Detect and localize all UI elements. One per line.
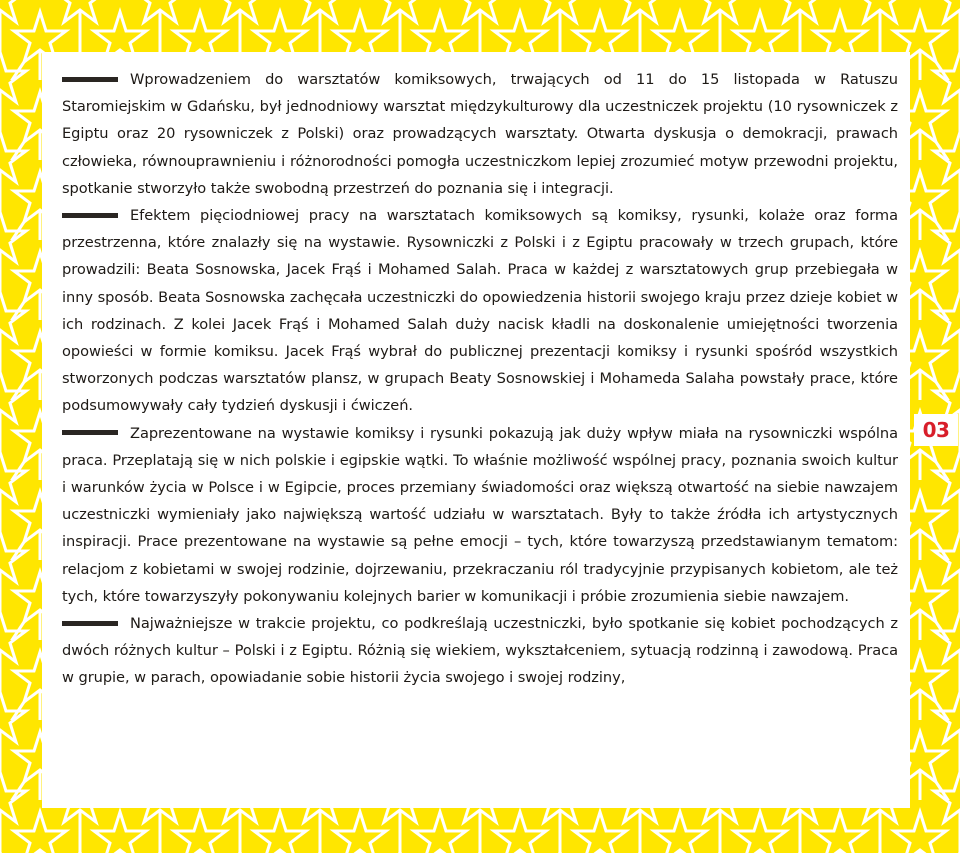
paragraph-text: Wprowadzeniem do warsztatów komiksowych, trwających od 11 do 15 listopada w Ratuszu Staromiejskim w Gdańsku, był jednodniowy warsztat międzykulturowy dla uczestniczek projektu (10 rysowniczek z Egiptu oraz 20 rysowniczek z Polski) oraz prowadzących warsztaty. Otwarta dyskusja o demokracji, prawach człowieka, równouprawnieniu i różnorodności pomogła uczestniczkom lepiej zrozumieć motyw przewodni projektu, spotkanie stworzyło także swobodną przestrzeń do poznania się i integracji.: [62, 71, 898, 197]
paragraph-1: [62, 66, 898, 202]
page-number: 03: [914, 414, 958, 446]
paragraph-text: Efektem pięciodniowej pracy na warsztatach komiksowych są komiksy, rysunki, kolaże oraz forma przestrzenna, które znalazły się na wystawie. Rysowniczki z Polski i z Egiptu pracowały w trzech grupach, które prowadzili: Beata Sosnowska, Jacek Frąś i Mohamed Salah. Praca w każdej z warsztatowych grup przebiegała w inny sposób. Beata Sosnowska zachęcała uczestniczki do opowiedzenia historii swojego kraju przez dzieje kobiet w ich rodzinach. Z kolei Jacek Frąś i Mohamed Salah duży nacisk kładli na doskonalenie umiejętności tworzenia opowieści w formie komiksu. Jacek Frąś wybrał do publicznej prezentacji komiksy i rysunki spośród wszystkich stworzonych podczas warsztatów plansz, w grupach Beaty Sosnowskiej i Mohameda Salaha powstały prace, które podsumowywały cały tydzień dyskusji i ćwiczeń.: [62, 207, 898, 415]
paragraph-rule: [62, 621, 118, 626]
paragraph-4: [62, 610, 898, 692]
paragraph-3: [62, 420, 898, 610]
paragraph-rule: [62, 77, 118, 82]
article-body: [62, 66, 898, 692]
paragraph-text: Zaprezentowane na wystawie komiksy i rysunki pokazują jak duży wpływ miała na rysowniczki wspólna praca. Przeplatają się w nich polskie i egipskie wątki. To właśnie możliwość wspólnej pracy, poznania swoich kultur i warunków życia w Polsce i w Egipcie, proces przemiany świadomości oraz większą otwartość na siebie nawzajem uczestniczki wymieniały jako największą wartość udziału w warsztatach. Były to także źródła ich artystycznych inspiracji. Prace prezentowane na wystawie są pełne emocji – tych, które towarzyszą przedstawianym tematom: relacjom z kobietami w swojej rodzinie, dojrzewaniu, przekraczaniu ról tradycyjnie przypisanych kobietom, ale też tych, które towarzyszyły pokonywaniu kolejnych barier w komunikacji i próbie zrozumienia siebie nawzajem.: [62, 424, 898, 605]
paragraph-rule: [62, 430, 118, 435]
paragraph-2: [62, 202, 898, 420]
paragraph-text: Najważniejsze w trakcie projektu, co podkreślają uczestniczki, było spotkanie się kobiet pochodzących z dwóch różnych kultur – Polski i z Egiptu. Różnią się wiekiem, wykształceniem, sytuacją rodzinną i zawodową. Praca w grupie, w parach, opowiadanie sobie historii życia swojego i swojej rodziny,: [62, 615, 898, 687]
paragraph-rule: [62, 213, 118, 218]
